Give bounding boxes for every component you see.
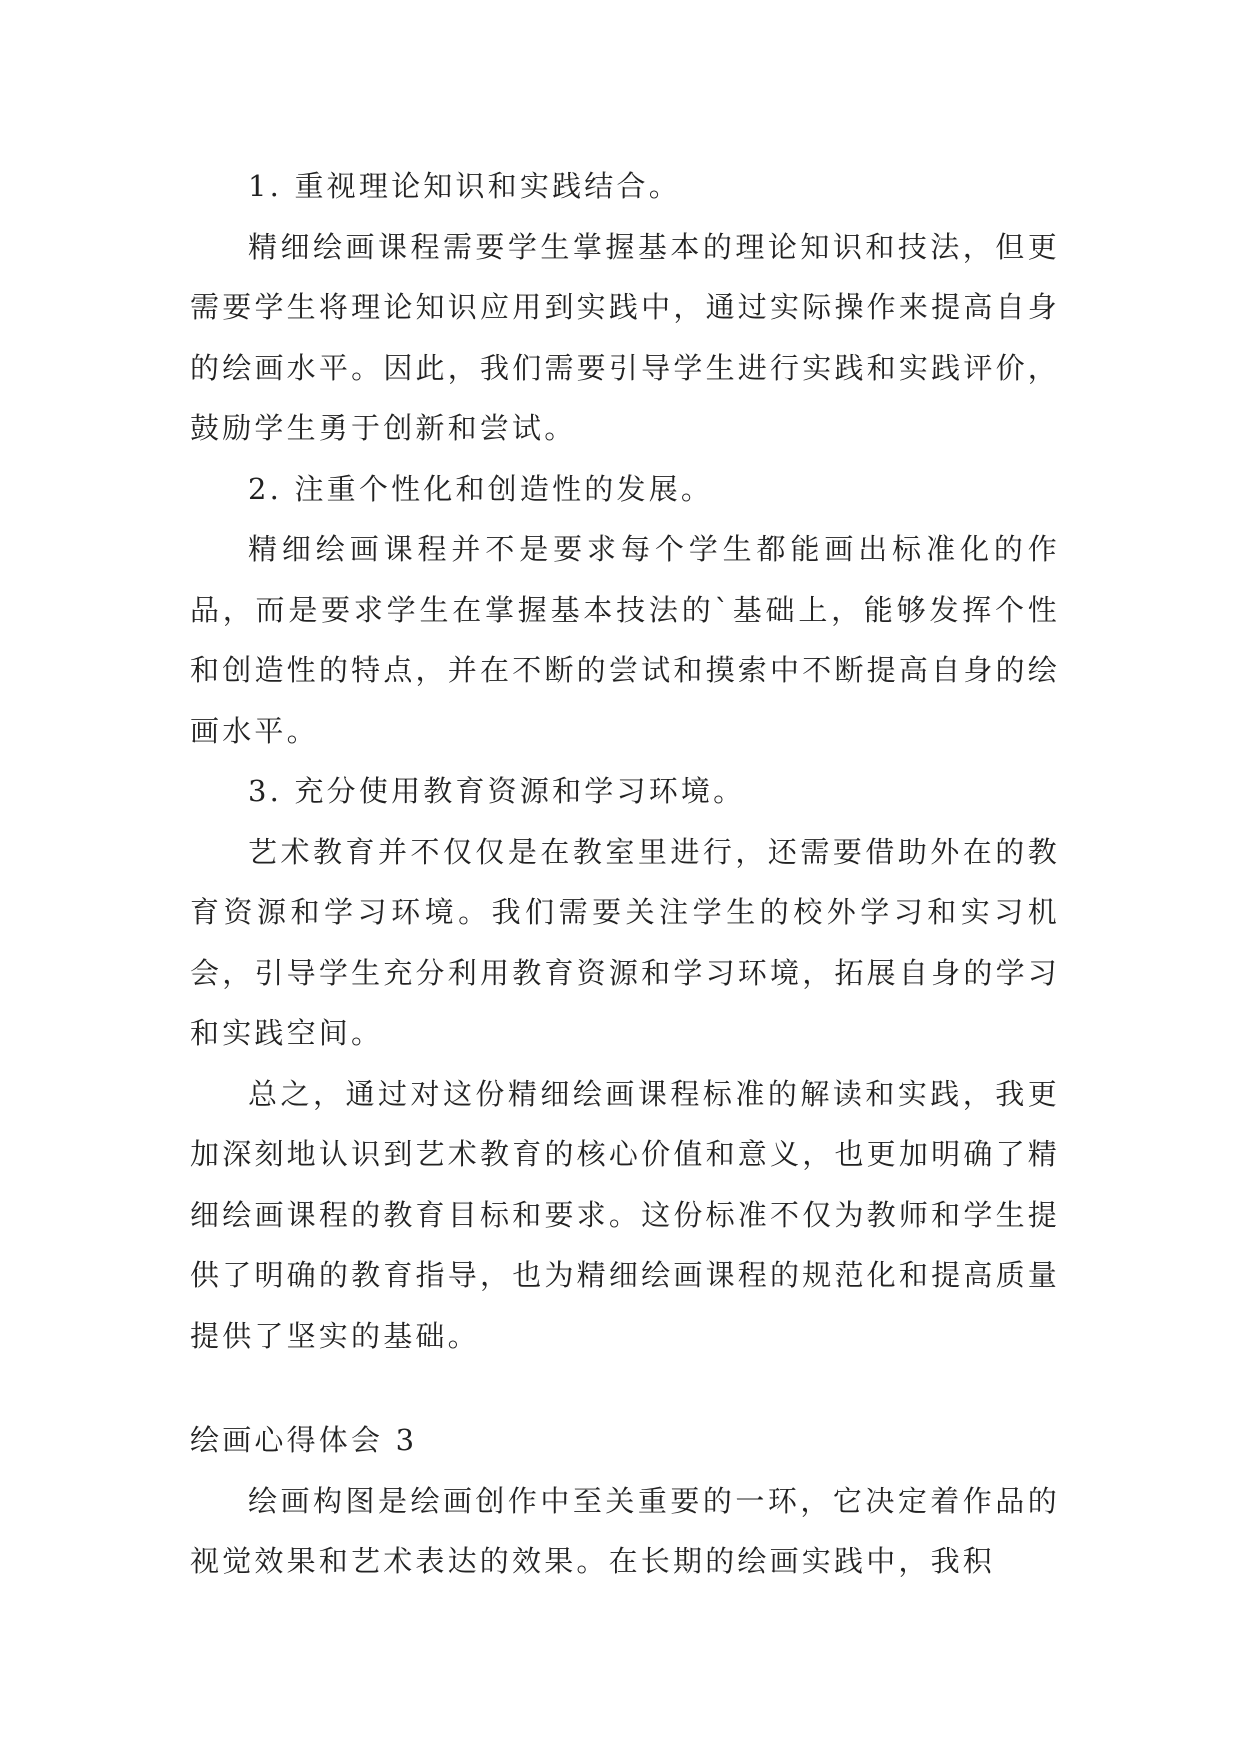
paragraph-5: 绘画构图是绘画创作中至关重要的一环，它决定着作品的视觉效果和艺术表达的效果。在长期的绘画实践中，我积 [190, 1483, 1060, 1578]
list-item-2: 2. 注重个性化和创造性的发展。 [248, 471, 714, 506]
document-body [190, 156, 1060, 1592]
paragraph-4: 总之，通过对这份精细绘画课程标准的解读和实践，我更加深刻地认识到艺术教育的核心价值和意义，也更加明确了精细绘画课程的教育目标和要求。这份标准不仅为教师和学生提供了明确的教育指导，也为精细绘画课程的规范化和提高质量提供了坚实的基础。 [190, 1076, 1060, 1353]
section-title: 绘画心得体会 3 [190, 1423, 418, 1457]
list-item-3: 3. 充分使用教育资源和学习环境。 [248, 774, 746, 808]
paragraph-3: 艺术教育并不仅仅是在教室里进行，还需要借助外在的教育资源和学习环境。我们需要关注学生的校外学习和实习机会，引导学生充分利用教育资源和学习环境，拓展自身的学习和实践空间。 [190, 834, 1060, 1050]
paragraph-1: 精细绘画课程需要学生掌握基本的理论知识和技法，但更需要学生将理论知识应用到实践中，通过实际操作来提高自身的绘画水平。因此，我们需要引导学生进行实践和实践评价，鼓励学生勇于创新和尝试。 [190, 229, 1060, 445]
paragraph-2: 精细绘画课程并不是要求每个学生都能画出标准化的作品，而是要求学生在掌握基本技法的`基础上，能够发挥个性和创造性的特点，并在不断的尝试和摸索中不断提高自身的绘画水平。 [190, 532, 1060, 748]
list-item-1: 1. 重视理论知识和实践结合。 [248, 169, 681, 203]
